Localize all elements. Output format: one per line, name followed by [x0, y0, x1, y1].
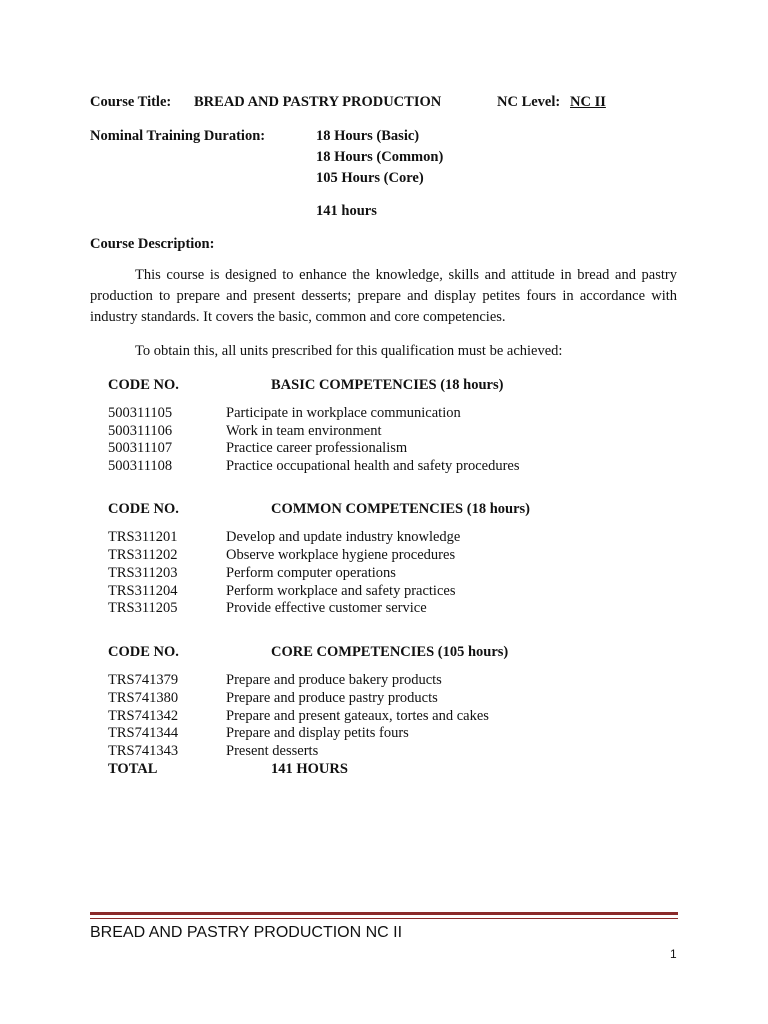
unit-code: TRS311204 — [108, 583, 178, 599]
description-paragraph: This course is designed to enhance the knowledge, skills and attitude in bread and pastry production to prepare and present desserts; prepare and display petites fours in accordance with industry standards. It covers the basic, common and core competencies. — [90, 267, 677, 325]
unit-code: 500311106 — [108, 423, 173, 439]
code-no-header: CODE NO. — [108, 377, 179, 393]
table-row — [108, 583, 668, 601]
unit-code: TRS311203 — [108, 565, 178, 581]
nc-level-value: NC II — [570, 94, 606, 110]
duration-label: Nominal Training Duration: — [90, 128, 266, 144]
unit-code: TRS741343 — [108, 743, 179, 759]
footer-title: BREAD AND PASTRY PRODUCTION NC II — [90, 924, 403, 941]
duration-basic: 18 Hours (Basic) — [316, 128, 420, 144]
unit-title: Present desserts — [226, 743, 319, 759]
unit-title: Observe workplace hygiene procedures — [226, 547, 456, 563]
table-row — [108, 672, 668, 690]
common-competencies-heading: COMMON COMPETENCIES (18 hours) — [271, 501, 530, 517]
unit-code: TRS311202 — [108, 547, 178, 563]
unit-title: Work in team environment — [226, 423, 382, 439]
total-label: TOTAL — [108, 761, 158, 777]
course-title-label: Course Title: — [90, 94, 172, 110]
table-row — [108, 529, 668, 547]
unit-code: TRS741342 — [108, 708, 179, 724]
duration-common: 18 Hours (Common) — [316, 149, 444, 165]
table-row — [108, 708, 668, 726]
unit-title: Prepare and produce bakery products — [226, 672, 442, 688]
unit-code: TRS741379 — [108, 672, 179, 688]
unit-title: Prepare and display petits fours — [226, 725, 409, 741]
table-row — [108, 458, 668, 476]
footer-rule — [90, 912, 678, 915]
code-no-header: CODE NO. — [108, 501, 179, 517]
unit-title: Develop and update industry knowledge — [226, 529, 461, 545]
unit-title: Prepare and produce pastry products — [226, 690, 438, 706]
table-row — [108, 565, 668, 583]
unit-title: Perform workplace and safety practices — [226, 583, 456, 599]
unit-code: 500311108 — [108, 458, 173, 474]
core-competencies-heading: CORE COMPETENCIES (105 hours) — [271, 644, 509, 660]
table-row — [108, 547, 668, 565]
table-row — [108, 423, 668, 441]
table-row — [108, 690, 668, 708]
unit-title: Prepare and present gateaux, tortes and cakes — [226, 708, 489, 724]
unit-code: TRS741380 — [108, 690, 179, 706]
unit-title: Participate in workplace communication — [226, 405, 461, 421]
unit-code: TRS311205 — [108, 600, 178, 616]
table-row — [108, 743, 668, 761]
duration-core: 105 Hours (Core) — [316, 170, 424, 186]
table-row — [108, 600, 668, 618]
unit-code: 500311105 — [108, 405, 173, 421]
code-no-header: CODE NO. — [108, 644, 179, 660]
table-row — [108, 405, 668, 423]
unit-title: Practice occupational health and safety procedures — [226, 458, 520, 474]
unit-code: TRS311201 — [108, 529, 178, 545]
basic-competencies-heading: BASIC COMPETENCIES (18 hours) — [271, 377, 504, 393]
unit-title: Provide effective customer service — [226, 600, 427, 616]
page-number: 1 — [670, 947, 677, 961]
footer-rule-thin — [90, 918, 678, 919]
unit-title: Perform computer operations — [226, 565, 396, 581]
unit-code: TRS741344 — [108, 725, 179, 741]
total-value: 141 HOURS — [271, 761, 348, 777]
table-row — [108, 440, 668, 458]
unit-title: Practice career professionalism — [226, 440, 408, 456]
duration-total: 141 hours — [316, 203, 377, 219]
requirement-paragraph: To obtain this, all units prescribed for this qualification must be achieved: — [135, 343, 563, 359]
description-heading: Course Description: — [90, 236, 215, 252]
nc-level-label: NC Level: — [497, 94, 561, 110]
course-title: BREAD AND PASTRY PRODUCTION — [194, 94, 442, 110]
unit-code: 500311107 — [108, 440, 173, 456]
table-row — [108, 725, 668, 743]
